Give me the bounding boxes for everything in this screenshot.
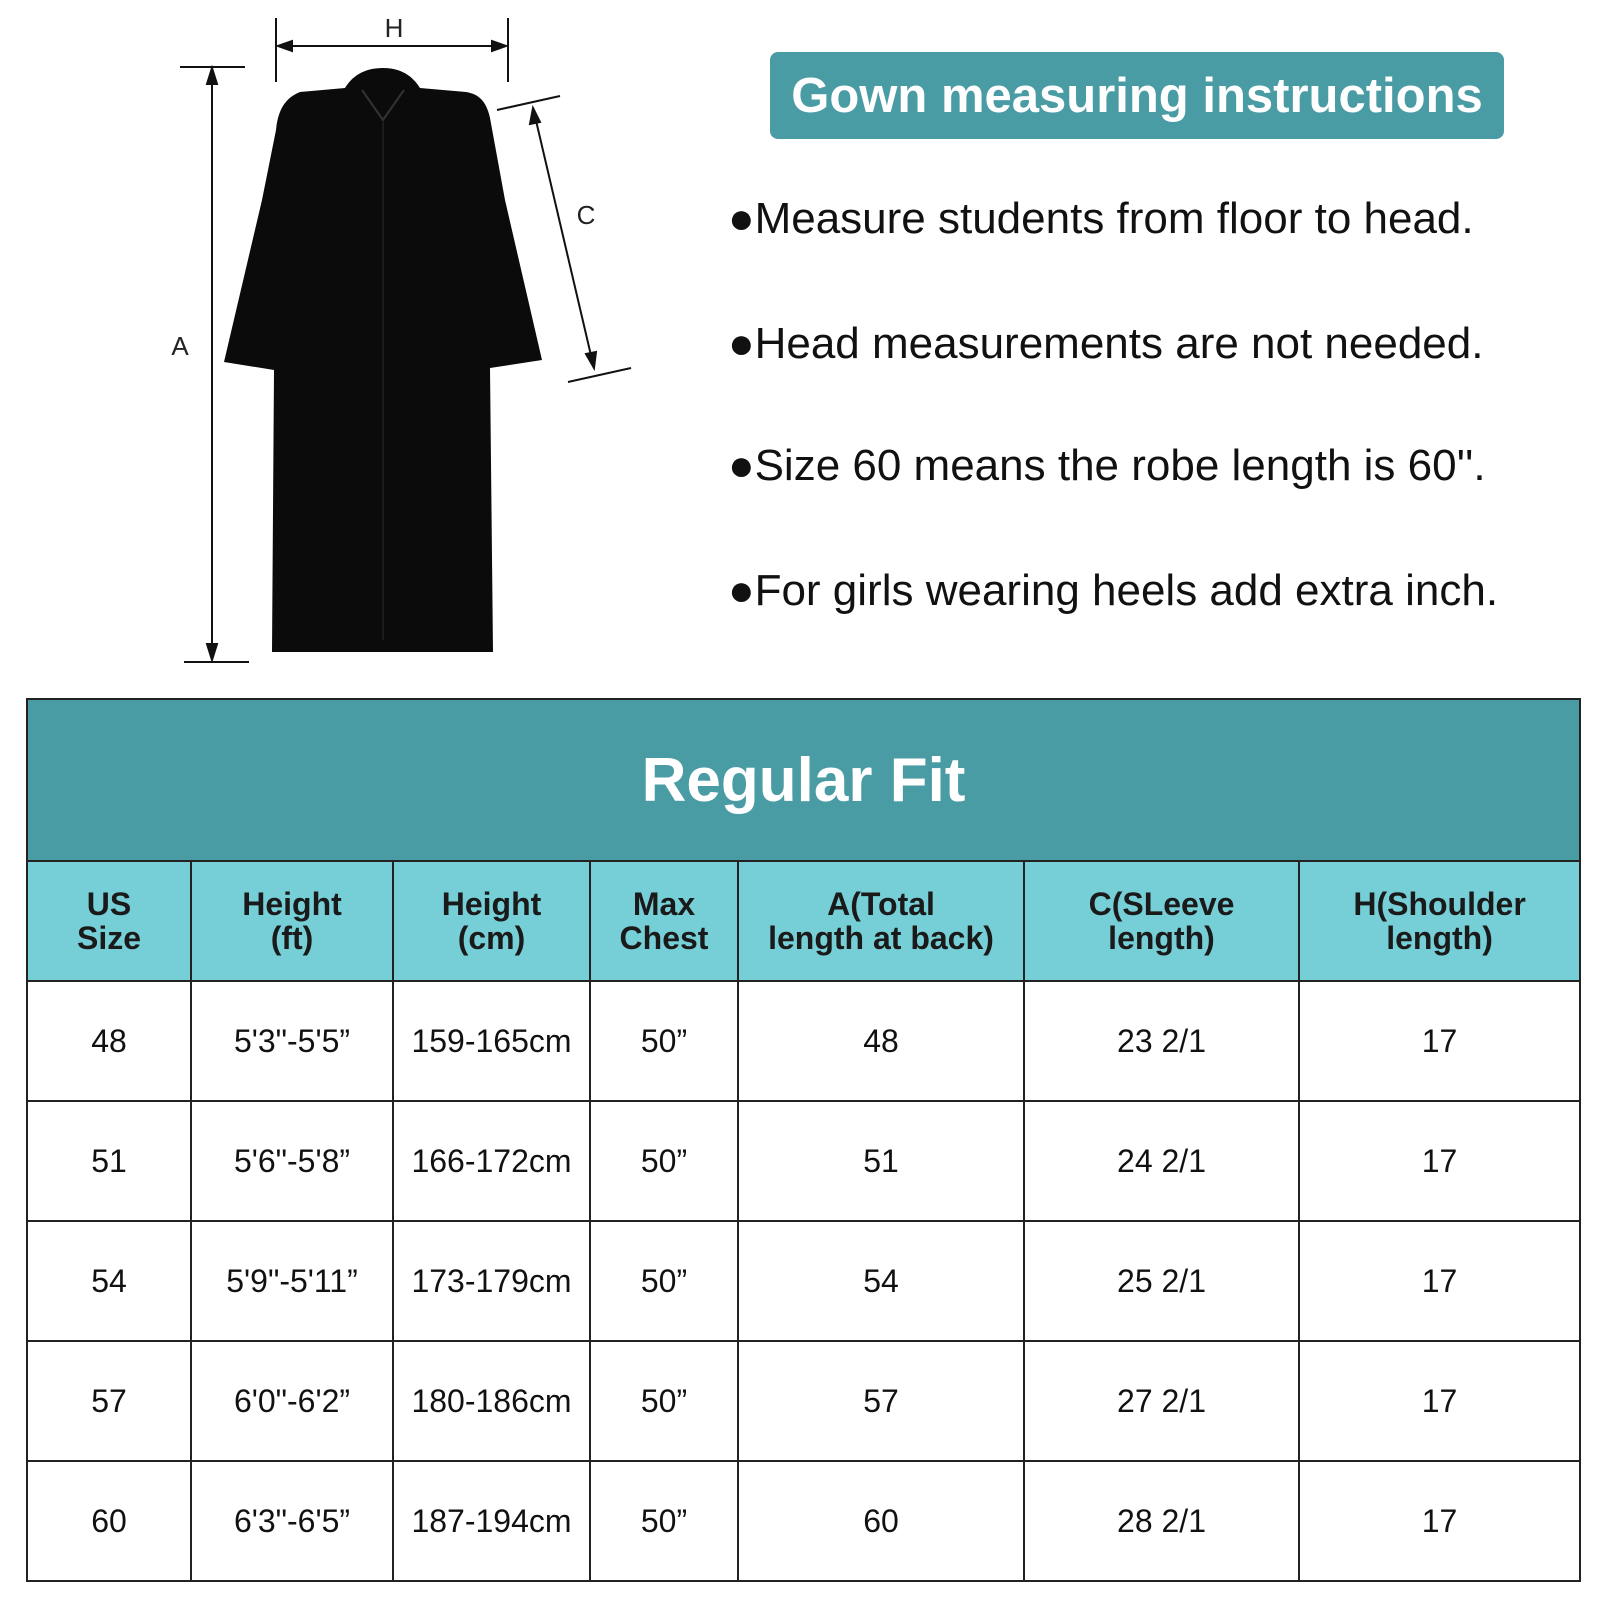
table-cell: 180-186cm xyxy=(393,1341,590,1461)
table-cell: 57 xyxy=(27,1341,191,1461)
column-header-line: US xyxy=(86,886,132,922)
table-cell: 28 2/1 xyxy=(1024,1461,1299,1581)
table-cell: 60 xyxy=(27,1461,191,1581)
table-cell: 48 xyxy=(27,981,191,1101)
table-row xyxy=(27,981,1580,1101)
table-cell: 159-165cm xyxy=(393,981,590,1101)
column-header-line: C(SLeeve xyxy=(1088,886,1235,922)
table-row xyxy=(27,1221,1580,1341)
table-cell: 50” xyxy=(590,1221,738,1341)
dimension-label-c: C xyxy=(576,200,596,230)
table-cell: 50” xyxy=(590,1461,738,1581)
table-cell: 17 xyxy=(1299,1461,1580,1581)
column-header-line: Max xyxy=(632,886,696,922)
table-cell: 173-179cm xyxy=(393,1221,590,1341)
column-header xyxy=(191,861,393,981)
table-cell: 23 2/1 xyxy=(1024,981,1299,1101)
table-header-row xyxy=(27,861,1580,981)
size-chart-table xyxy=(26,698,1581,1582)
column-header-line: H(Shoulder xyxy=(1353,886,1526,922)
column-header xyxy=(27,861,191,981)
gown-measurement-diagram xyxy=(0,0,700,680)
column-header xyxy=(738,861,1024,981)
table-cell: 51 xyxy=(738,1101,1024,1221)
column-header-line: length) xyxy=(1108,920,1215,956)
dimension-label-h: H xyxy=(384,13,404,43)
table-cell: 50” xyxy=(590,1101,738,1221)
table-row xyxy=(27,1461,1580,1581)
instruction-item: ●Measure students from floor to head. xyxy=(728,194,1474,243)
gown-image xyxy=(224,68,542,652)
column-header-line: (cm) xyxy=(457,920,526,956)
table-row xyxy=(27,1101,1580,1221)
table-cell: 17 xyxy=(1299,1341,1580,1461)
table-cell: 54 xyxy=(738,1221,1024,1341)
column-header xyxy=(1024,861,1299,981)
table-cell: 54 xyxy=(27,1221,191,1341)
dimension-label-a: A xyxy=(171,331,189,361)
table-row xyxy=(27,1341,1580,1461)
instruction-item: ●For girls wearing heels add extra inch. xyxy=(728,566,1499,615)
column-header-line: A(Total xyxy=(827,886,935,922)
column-header-line: Height xyxy=(441,886,542,922)
table-cell: 6'3"-6'5” xyxy=(191,1461,393,1581)
table-cell: 17 xyxy=(1299,1101,1580,1221)
instruction-item: ●Head measurements are not needed. xyxy=(728,319,1484,368)
table-cell: 27 2/1 xyxy=(1024,1341,1299,1461)
column-header-line: Size xyxy=(76,920,142,956)
table-cell: 5'6"-5'8” xyxy=(191,1101,393,1221)
column-header-line: length) xyxy=(1386,920,1493,956)
table-cell: 166-172cm xyxy=(393,1101,590,1221)
table-cell: 24 2/1 xyxy=(1024,1101,1299,1221)
instruction-item: ●Size 60 means the robe length is 60''. xyxy=(728,441,1486,490)
table-cell: 5'9"-5'11” xyxy=(191,1221,393,1341)
column-header-line: length at back) xyxy=(768,920,994,956)
column-header xyxy=(1299,861,1580,981)
table-cell: 50” xyxy=(590,981,738,1101)
table-cell: 187-194cm xyxy=(393,1461,590,1581)
table-title: Regular Fit xyxy=(27,699,1580,861)
table-cell: 51 xyxy=(27,1101,191,1221)
table-cell: 50” xyxy=(590,1341,738,1461)
table-cell: 48 xyxy=(738,981,1024,1101)
table-cell: 17 xyxy=(1299,1221,1580,1341)
column-header-line: Height xyxy=(242,886,342,922)
column-header-line: Chest xyxy=(619,920,709,956)
column-header xyxy=(393,861,590,981)
instructions-title: Gown measuring instructions xyxy=(770,52,1504,139)
table-cell: 57 xyxy=(738,1341,1024,1461)
table-cell: 17 xyxy=(1299,981,1580,1101)
table-cell: 6'0"-6'2” xyxy=(191,1341,393,1461)
column-header-line: (ft) xyxy=(270,920,314,956)
table-cell: 60 xyxy=(738,1461,1024,1581)
column-header xyxy=(590,861,738,981)
table-cell: 5'3"-5'5” xyxy=(191,981,393,1101)
table-cell: 25 2/1 xyxy=(1024,1221,1299,1341)
